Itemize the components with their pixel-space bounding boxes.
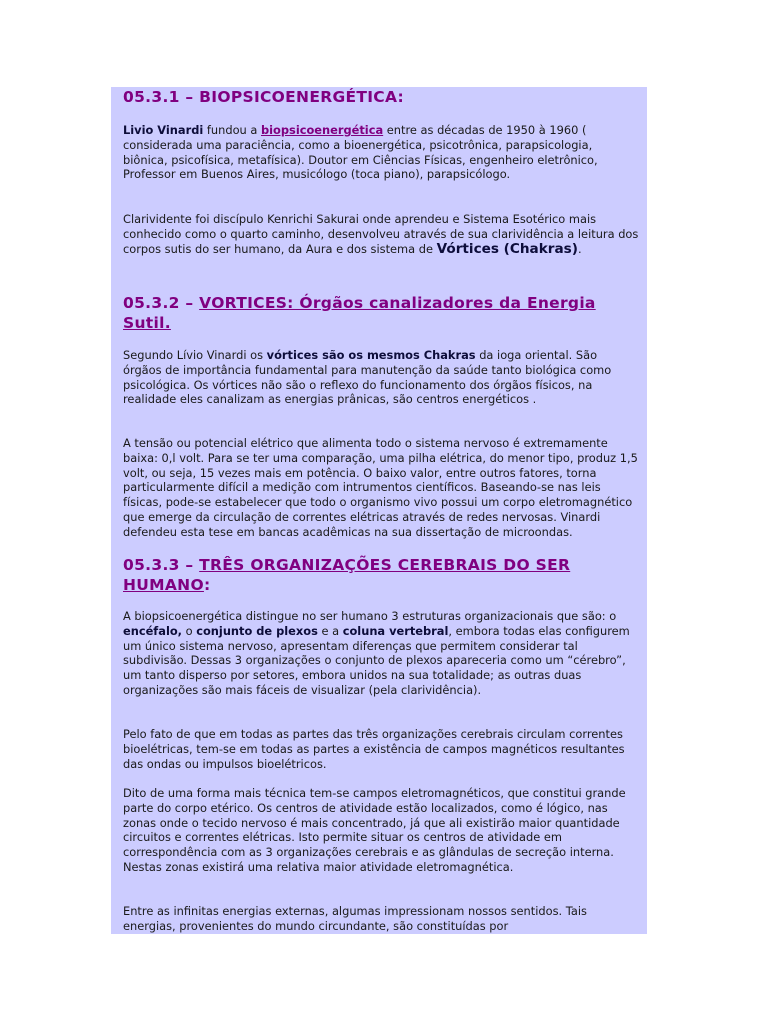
vortices-chakras-text: Vórtices (Chakras) — [436, 240, 578, 257]
paragraph-clarividente: Clarividente foi discípulo Kenrichi Sakurai onde aprendeu e Sistema Esotérico mais conhecido como o quarto caminho, desenvolveu através de sua clarividência a leitura dos corpos sutis do ser humano, da Aura e dos sistema de Vórtices (Chakras). — [123, 212, 639, 257]
paragraph-estruturas: A biopsicoenergética distingue no ser humano 3 estruturas organizacionais que são: o encéfalo, o conjunto de plexos e a coluna vertebral, embora todas elas configurem um único sistema nervoso, apresentam diferenças que permitem considerar tal subdivisão. Dessas 3 organizações o conjunto de plexos apareceria como um “cérebro”, um tanto disperso por setores, embora unidos na sua totalidade; as outras duas organizações são mais fáceis de visualizar (pela clarividência). — [123, 609, 630, 697]
vortices-heading-link[interactable]: VORTICES: Órgãos canalizadores da Energia Sutil. — [123, 294, 596, 332]
section-heading-vortices: 05.3.2 – VORTICES: Órgãos canalizadores da Energia Sutil. — [123, 294, 596, 332]
section-heading-biopsicoenergetica: 05.3.1 – BIOPSICOENERGÉTICA: — [123, 88, 405, 106]
organizacoes-heading-link[interactable]: TRÊS ORGANIZAÇÕES CEREBRAIS DO SER HUMANO — [123, 556, 571, 594]
paragraph-campos-eletromagneticos: Dito de uma forma mais técnica tem-se campos eletromagnéticos, que constitui grande parte do corpo etérico. Os centros de atividade estão localizados, como é lógico, nas zonas onde o tecido nervoso é mais concentrado, já que ali existirão maior quantidade circuitos e correntes elétricas. Isto permite situar os centros de atividade em correspondência com as 3 organizações cerebrais e as glândulas de secreção interna. Nestas zonas existirá uma relativa maior atividade eletromagnética. — [123, 786, 626, 874]
paragraph-vortices-chakras: Segundo Lívio Vinardi os vórtices são os mesmos Chakras da ioga oriental. São órgãos de importância fundamental para manutenção da saúde tanto biológica como psicológica. Os vórtices não são o reflexo do funcionamento dos órgãos físicos, na realidade eles canalizam as energias prânicas, são centros energéticos . — [123, 348, 612, 407]
document-page — [111, 87, 647, 934]
author-name: Livio Vinardi — [123, 123, 204, 137]
biopsicoenergetica-link[interactable]: biopsicoenergética — [261, 123, 384, 137]
paragraph-tensao-eletrica: A tensão ou potencial elétrico que alimenta todo o sistema nervoso é extremamente baixa: 0,l volt. Para se ter uma comparação, uma pilha elétrica, do menor tipo, produz 1,5 volt, ou seja, 15 vezes mais em potência. O baixo valor, entre outros fatores, torna particularmente difícil a medição com intrumentos científicos. Baseando-se nas leis físicas, pode-se estabelecer que todo o organismo vivo possui um corpo eletromagnético que emerge da circulação de correntes elétricas através de redes nervosas. Vinardi defendeu esta tese em bancas acadêmicas na sua dissertação de microondas. — [123, 436, 638, 539]
paragraph-energias-externas: Entre as infinitas energias externas, algumas impressionam nossos sentidos. Tais energias, provenientes do mundo circundante, são constituídas por — [123, 904, 587, 933]
paragraph-correntes: Pelo fato de que em todas as partes das três organizações cerebrais circulam correntes bioelétricas, tem-se em todas as partes a existência de campos magnéticos resultantes das ondas ou impulsos bioelétricos. — [123, 727, 625, 771]
section-heading-organizacoes: 05.3.3 – TRÊS ORGANIZAÇÕES CEREBRAIS DO SER HUMANO: — [123, 556, 571, 594]
paragraph-vinardi-intro: Livio Vinardi fundou a biopsicoenergética entre as décadas de 1950 à 1960 ( considerada uma paraciência, como a bioenergética, psicotrônica, parapsicologia, biônica, psicofísica, metafísica). Doutor em Ciências Físicas, engenheiro eletrônico, Professor em Buenos Aires, musicólogo (toca piano), parapsicólogo. — [123, 123, 598, 182]
